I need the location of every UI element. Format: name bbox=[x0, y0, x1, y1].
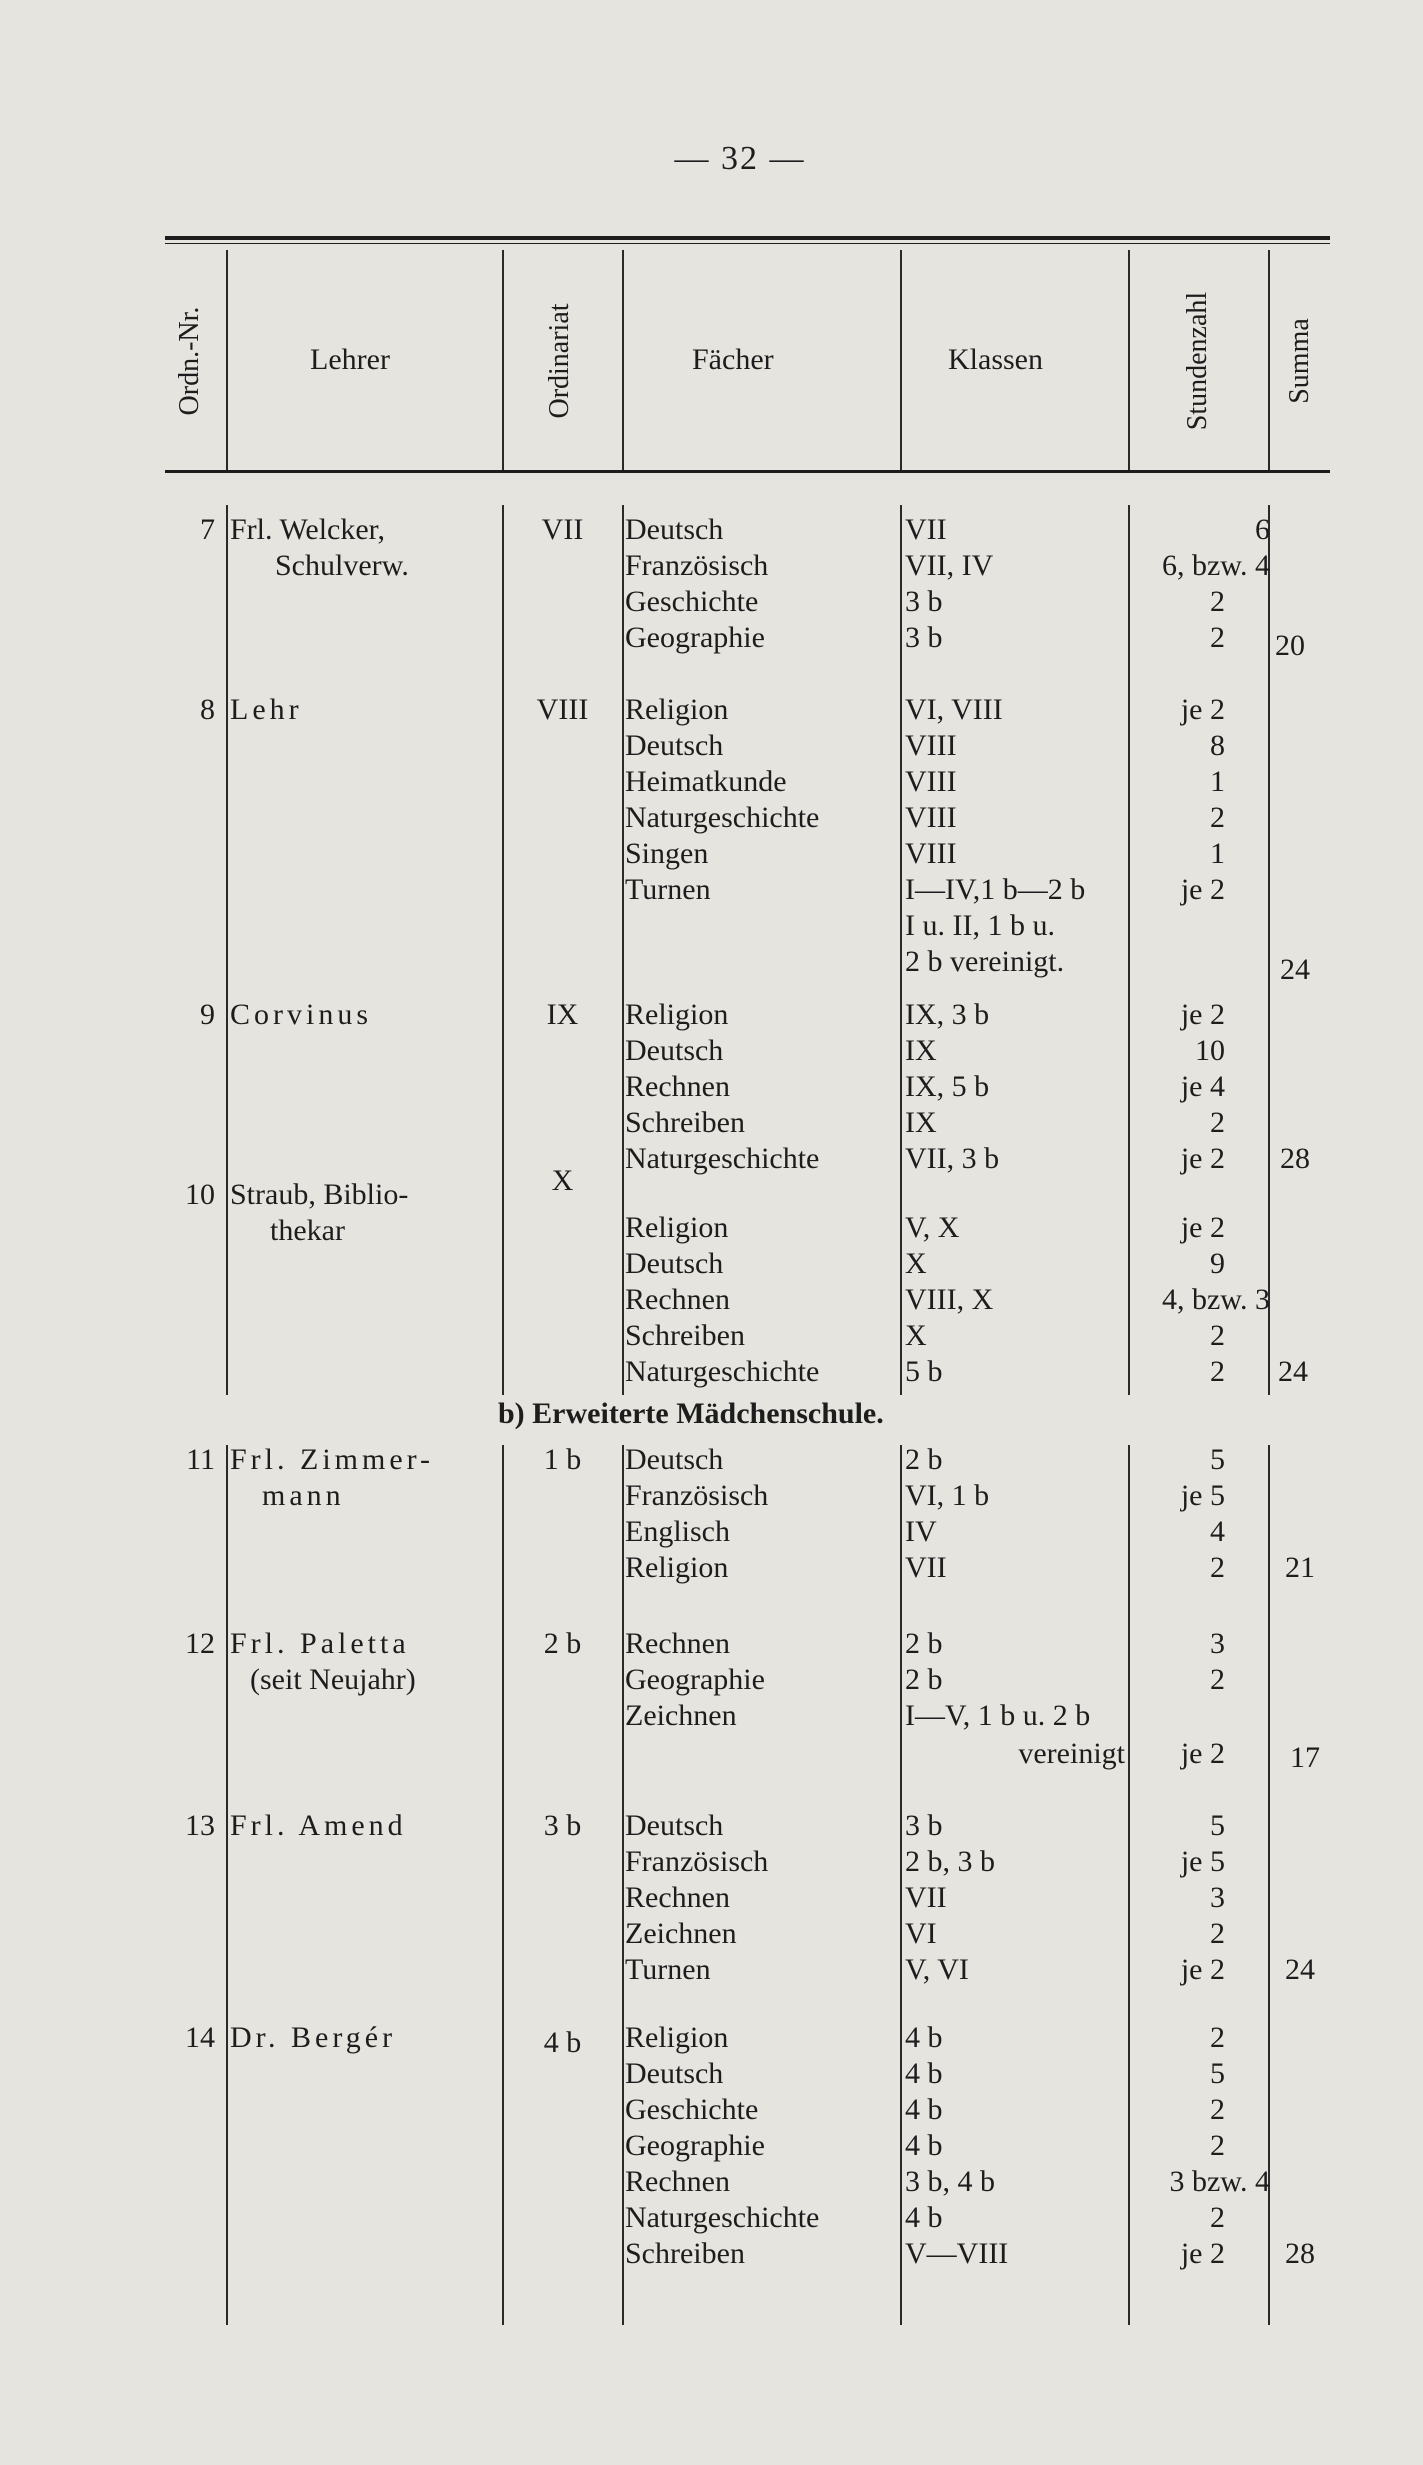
classes: X bbox=[905, 1319, 927, 1352]
subject: Schreiben bbox=[625, 2237, 745, 2270]
classes: 4 b bbox=[905, 2057, 943, 2090]
summa: 24 bbox=[1278, 1355, 1308, 1388]
ordinariat: X bbox=[551, 1164, 574, 1197]
hours: je 2 bbox=[1180, 1211, 1225, 1244]
classes: V—VIII bbox=[905, 2237, 1009, 2270]
ordinariat: IX bbox=[546, 998, 579, 1031]
subject: Französisch bbox=[625, 1845, 769, 1878]
classes: IX bbox=[905, 1034, 937, 1067]
teacher-name: Frl. Zimmer- bbox=[230, 1443, 435, 1476]
subject: Religion bbox=[625, 1551, 729, 1584]
classes: VIII bbox=[905, 837, 957, 870]
section-heading: b) Erweiterte Mädchenschule. bbox=[498, 1397, 884, 1430]
ordinariat: 3 b bbox=[543, 1809, 582, 1842]
header-klassen: Klassen bbox=[948, 343, 1043, 376]
classes: 2 b, 3 b bbox=[905, 1845, 995, 1878]
top-rule bbox=[165, 236, 1330, 240]
hours: je 5 bbox=[1180, 1845, 1225, 1878]
subject: Rechnen bbox=[625, 1881, 730, 1914]
classes: 2 b bbox=[905, 1443, 943, 1476]
classes: VII bbox=[905, 1551, 947, 1584]
classes: VIII bbox=[905, 729, 957, 762]
hours: 5 bbox=[1210, 1443, 1225, 1476]
classes: 4 b bbox=[905, 2129, 943, 2162]
subject: Zeichnen bbox=[625, 1917, 737, 1950]
hours: je 2 bbox=[1180, 998, 1225, 1031]
subject: Religion bbox=[625, 998, 729, 1031]
subject: Religion bbox=[625, 693, 729, 726]
hours: 2 bbox=[1210, 1917, 1225, 1950]
subject: Geographie bbox=[625, 621, 765, 654]
hours: 4 bbox=[1210, 1515, 1225, 1548]
entry-nr: 8 bbox=[200, 693, 215, 726]
classes: VI, 1 b bbox=[905, 1479, 990, 1512]
subject: Geographie bbox=[625, 1663, 765, 1696]
hours: 3 bbox=[1210, 1881, 1225, 1914]
hours: 4, bzw. 3 bbox=[1161, 1283, 1270, 1316]
teacher-name-cont: thekar bbox=[270, 1214, 345, 1247]
body-divider-3a bbox=[622, 505, 624, 1395]
classes: VII, IV bbox=[905, 549, 994, 582]
teacher-name: Straub, Biblio- bbox=[230, 1178, 409, 1211]
subject: Deutsch bbox=[625, 1809, 724, 1842]
classes: I—IV,1 b—2 b bbox=[905, 873, 1086, 906]
hours: je 2 bbox=[1180, 1737, 1225, 1770]
classes: 3 b bbox=[905, 585, 943, 618]
hours: 2 bbox=[1210, 1551, 1225, 1584]
hours: 2 bbox=[1210, 585, 1225, 618]
classes: IX, 5 b bbox=[905, 1070, 990, 1103]
col-divider-4 bbox=[900, 250, 902, 470]
subject: Naturgeschichte bbox=[625, 1355, 820, 1388]
teacher-name-cont: mann bbox=[262, 1479, 345, 1512]
col-divider-6 bbox=[1268, 250, 1270, 470]
classes: VIII, X bbox=[905, 1283, 994, 1316]
hours: 1 bbox=[1210, 765, 1225, 798]
header-ordn-nr: Ordn.-Nr. bbox=[174, 306, 205, 416]
hours: 2 bbox=[1210, 2201, 1225, 2234]
classes: X bbox=[905, 1247, 927, 1280]
hours: je 2 bbox=[1180, 873, 1225, 906]
hours: je 4 bbox=[1180, 1070, 1225, 1103]
subject: Naturgeschichte bbox=[625, 2201, 820, 2234]
classes: 2 b bbox=[905, 1663, 943, 1696]
ordinariat: 4 b bbox=[543, 2026, 582, 2059]
hours: 2 bbox=[1210, 2093, 1225, 2126]
header-summa: Summa bbox=[1284, 318, 1315, 404]
header-stundenzahl: Stundenzahl bbox=[1182, 291, 1213, 431]
hours: 3 bzw. 4 bbox=[1169, 2165, 1270, 2198]
subject: Deutsch bbox=[625, 1247, 724, 1280]
hours: 5 bbox=[1210, 1809, 1225, 1842]
subject: Heimatkunde bbox=[625, 765, 787, 798]
classes: 3 b bbox=[905, 1809, 943, 1842]
subject: Naturgeschichte bbox=[625, 801, 820, 834]
hours: 2 bbox=[1210, 2129, 1225, 2162]
header-ordinariat: Ordinariat bbox=[544, 303, 575, 419]
teacher-name: Lehr bbox=[230, 693, 303, 726]
classes-note: vereinigt bbox=[1018, 1737, 1125, 1770]
entry-nr: 9 bbox=[200, 998, 215, 1031]
subject: Religion bbox=[625, 2021, 729, 2054]
hours: 2 bbox=[1210, 1355, 1225, 1388]
subject: Geschichte bbox=[625, 2093, 759, 2126]
subject: Turnen bbox=[625, 1953, 711, 1986]
teacher-name-cont: (seit Neujahr) bbox=[250, 1663, 416, 1696]
subject: Deutsch bbox=[625, 2057, 724, 2090]
hours: je 5 bbox=[1180, 1479, 1225, 1512]
hours: 2 bbox=[1210, 621, 1225, 654]
classes: 2 b bbox=[905, 1627, 943, 1660]
body-divider-1b bbox=[226, 1445, 228, 2325]
entry-nr: 13 bbox=[185, 1809, 215, 1842]
entry-nr: 10 bbox=[185, 1178, 215, 1211]
classes: IX, 3 b bbox=[905, 998, 990, 1031]
col-divider-5 bbox=[1128, 250, 1130, 470]
classes: VII, 3 b bbox=[905, 1142, 1000, 1175]
subject: Französisch bbox=[625, 549, 769, 582]
hours: 1 bbox=[1210, 837, 1225, 870]
hours: 6, bzw. 4 bbox=[1161, 549, 1270, 582]
header-rule bbox=[165, 470, 1330, 473]
classes: 5 b bbox=[905, 1355, 943, 1388]
teacher-name: Frl. Paletta bbox=[230, 1627, 410, 1660]
entry-nr: 12 bbox=[185, 1627, 215, 1660]
classes: VI, VIII bbox=[905, 693, 1003, 726]
ordinariat: VII bbox=[541, 513, 584, 546]
summa: 28 bbox=[1280, 1142, 1310, 1175]
body-divider-1a bbox=[226, 505, 228, 1395]
hours: 9 bbox=[1210, 1247, 1225, 1280]
col-divider-3 bbox=[622, 250, 624, 470]
classes: IV bbox=[905, 1515, 937, 1548]
body-divider-2a bbox=[502, 505, 504, 1395]
subject: Deutsch bbox=[625, 1034, 724, 1067]
classes-note: 2 b vereinigt. bbox=[905, 945, 1065, 978]
summa: 21 bbox=[1285, 1551, 1315, 1584]
classes: VI bbox=[905, 1917, 937, 1950]
body-divider-6a bbox=[1268, 505, 1270, 1395]
subject: Geschichte bbox=[625, 585, 759, 618]
classes: I—V, 1 b u. 2 b bbox=[905, 1699, 1091, 1732]
classes: VII bbox=[905, 1881, 947, 1914]
subject: Turnen bbox=[625, 873, 711, 906]
entry-nr: 11 bbox=[186, 1443, 215, 1476]
entry-nr: 14 bbox=[185, 2021, 215, 2054]
subject: Geographie bbox=[625, 2129, 765, 2162]
subject: Französisch bbox=[625, 1479, 769, 1512]
teacher-name: Corvinus bbox=[230, 998, 373, 1031]
col-divider-2 bbox=[502, 250, 504, 470]
teacher-name: Dr. Bergér bbox=[230, 2021, 397, 2054]
hours: 2 bbox=[1210, 801, 1225, 834]
summa: 28 bbox=[1285, 2237, 1315, 2270]
subject: Rechnen bbox=[625, 1283, 730, 1316]
classes-note: I u. II, 1 b u. bbox=[905, 909, 1055, 942]
subject: Religion bbox=[625, 1211, 729, 1244]
hours: 2 bbox=[1210, 1319, 1225, 1352]
hours: je 2 bbox=[1180, 2237, 1225, 2270]
body-divider-3b bbox=[622, 1445, 624, 2325]
summa: 20 bbox=[1275, 629, 1305, 662]
ordinariat: VIII bbox=[536, 693, 589, 726]
subject: Zeichnen bbox=[625, 1699, 737, 1732]
subject: Naturgeschichte bbox=[625, 1142, 820, 1175]
top-rule-thin bbox=[165, 243, 1330, 244]
subject: Rechnen bbox=[625, 1070, 730, 1103]
subject: Deutsch bbox=[625, 513, 724, 546]
classes: VIII bbox=[905, 801, 957, 834]
hours: je 2 bbox=[1180, 693, 1225, 726]
subject: Englisch bbox=[625, 1515, 730, 1548]
hours: je 2 bbox=[1180, 1142, 1225, 1175]
classes: 4 b bbox=[905, 2093, 943, 2126]
hours: 3 bbox=[1210, 1627, 1225, 1660]
hours: 10 bbox=[1195, 1034, 1225, 1067]
hours: 5 bbox=[1210, 2057, 1225, 2090]
hours: 2 bbox=[1210, 2021, 1225, 2054]
subject: Deutsch bbox=[625, 729, 724, 762]
classes: V, VI bbox=[905, 1953, 969, 1986]
subject: Rechnen bbox=[625, 1627, 730, 1660]
summa: 17 bbox=[1290, 1741, 1320, 1774]
teacher-name-cont: Schulverw. bbox=[275, 549, 409, 582]
subject: Singen bbox=[625, 837, 709, 870]
classes: VII bbox=[905, 513, 947, 546]
classes: VIII bbox=[905, 765, 957, 798]
hours: 8 bbox=[1210, 729, 1225, 762]
ordinariat: 2 b bbox=[543, 1627, 582, 1660]
hours: 2 bbox=[1210, 1663, 1225, 1696]
col-divider-1 bbox=[226, 250, 228, 470]
body-divider-4a bbox=[900, 505, 902, 1395]
subject: Schreiben bbox=[625, 1319, 745, 1352]
header-lehrer: Lehrer bbox=[310, 343, 390, 376]
page-number: — 32 — bbox=[674, 140, 806, 177]
teacher-name: Frl. Welcker, bbox=[230, 513, 385, 546]
subject: Rechnen bbox=[625, 2165, 730, 2198]
teacher-name: Frl. Amend bbox=[230, 1809, 407, 1842]
hours: 6 bbox=[1255, 513, 1270, 546]
hours: 2 bbox=[1210, 1106, 1225, 1139]
summa: 24 bbox=[1285, 1953, 1315, 1986]
classes: 3 b bbox=[905, 621, 943, 654]
classes: V, X bbox=[905, 1211, 960, 1244]
body-divider-4b bbox=[900, 1445, 902, 2325]
ordinariat: 1 b bbox=[543, 1443, 582, 1476]
classes: 4 b bbox=[905, 2021, 943, 2054]
classes: 4 b bbox=[905, 2201, 943, 2234]
entry-nr: 7 bbox=[200, 513, 215, 546]
subject: Deutsch bbox=[625, 1443, 724, 1476]
classes: 3 b, 4 b bbox=[905, 2165, 995, 2198]
subject: Schreiben bbox=[625, 1106, 745, 1139]
body-divider-2b bbox=[502, 1445, 504, 2325]
header-faecher: Fächer bbox=[692, 343, 774, 376]
hours: je 2 bbox=[1180, 1953, 1225, 1986]
summa: 24 bbox=[1280, 953, 1310, 986]
classes: IX bbox=[905, 1106, 937, 1139]
